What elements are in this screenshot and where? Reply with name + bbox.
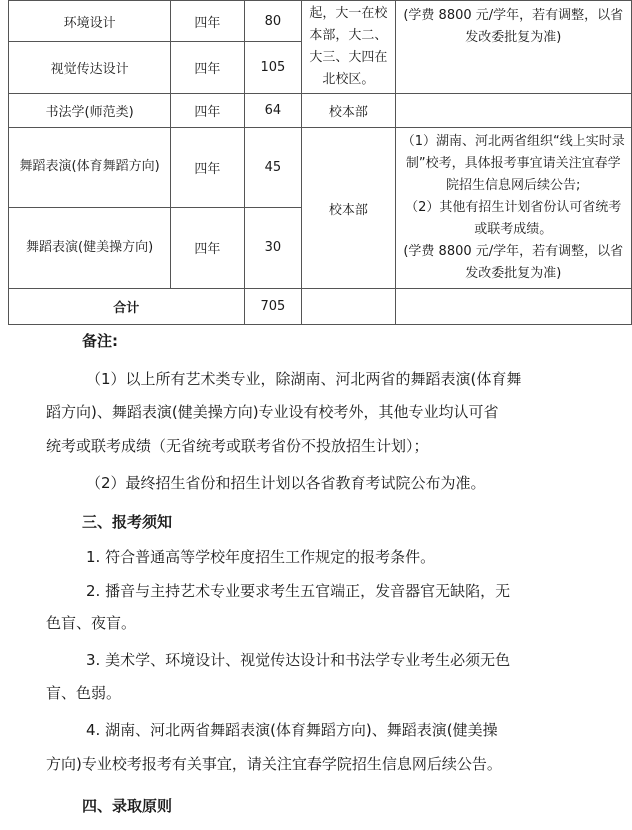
plan-count: 30 xyxy=(244,207,302,288)
section-3-item-2-line1: 2. 播音与主持艺术专业要求考生五官端正，发音器官无缺陷，无 xyxy=(86,582,511,600)
plan-count: 105 xyxy=(244,42,302,94)
total-value: 705 xyxy=(244,289,302,325)
campus-cell: 起，大一在校本部，大二、大三、大四在北校区。 xyxy=(302,1,395,94)
major-name: 视觉传达设计 xyxy=(9,42,171,94)
section-3-item-4-line1: 4. 湖南、河北两省舞蹈表演(体育舞蹈方向)、舞蹈表演(健美操 xyxy=(86,721,498,739)
dance-note-1: （1）湖南、河北两省组织“线上实时录制”校考，具体报考事宜请关注宜春学院招生信息网后续公告; xyxy=(401,134,625,193)
remarks-p1-line2: 蹈方向)、舞蹈表演(健美操方向)专业设有校考外，其他专业均认可省 xyxy=(46,403,499,421)
dance-note-2: （2）其他有招生计划省份认可省统考或联考成绩。 xyxy=(405,200,622,237)
duration: 四年 xyxy=(171,128,244,208)
campus-cell: 校本部 xyxy=(302,94,395,128)
dance-note-3: (学费 8800 元/学年，若有调整，以省发改委批复为准) xyxy=(403,244,624,281)
duration: 四年 xyxy=(171,1,244,42)
empty-cell xyxy=(395,289,632,325)
campus-cell: 校本部 xyxy=(302,128,395,289)
duration: 四年 xyxy=(171,207,244,288)
plan-count: 45 xyxy=(244,128,302,208)
tuition-note: (学费 8800 元/学年，若有调整，以省发改委批复为准) xyxy=(395,1,632,94)
major-name: 舞蹈表演(健美操方向) xyxy=(9,207,171,288)
table-row xyxy=(9,289,632,325)
section-3-item-3-line1: 3. 美术学、环境设计、视觉传达设计和书法学专业考生必须无色 xyxy=(86,651,511,669)
table-row xyxy=(9,1,632,42)
duration: 四年 xyxy=(171,42,244,94)
major-name: 环境设计 xyxy=(9,1,171,42)
empty-cell xyxy=(395,94,632,128)
plan-count: 80 xyxy=(244,1,302,42)
section-3-title: 三、报考须知 xyxy=(82,513,173,531)
plan-count: 64 xyxy=(244,94,302,128)
empty-cell xyxy=(302,289,395,325)
enrollment-table xyxy=(8,0,632,325)
remarks-title: 备注: xyxy=(82,332,118,350)
section-3-item-4-line2: 方向)专业校考报考有关事宜，请关注宜春学院招生信息网后续公告。 xyxy=(46,755,502,773)
section-3-item-3-line2: 盲、色弱。 xyxy=(46,684,122,702)
duration: 四年 xyxy=(171,94,244,128)
section-4-title: 四、录取原则 xyxy=(82,797,173,815)
table-row xyxy=(9,94,632,128)
remarks-p2: （2）最终招生省份和招生计划以各省教育考试院公布为准。 xyxy=(86,474,486,492)
total-label: 合计 xyxy=(9,289,245,325)
remarks-p1-line1: （1）以上所有艺术类专业，除湖南、河北两省的舞蹈表演(体育舞 xyxy=(86,370,522,388)
major-name: 舞蹈表演(体育舞蹈方向) xyxy=(9,128,171,208)
dance-note xyxy=(395,128,632,289)
table-row xyxy=(9,128,632,208)
section-3-item-2-line2: 色盲、夜盲。 xyxy=(46,614,137,632)
remarks-p1-line3: 统考或联考成绩（无省统考或联考省份不投放招生计划）； xyxy=(46,437,429,455)
major-name: 书法学(师范类) xyxy=(9,94,171,128)
section-3-item-1: 1. 符合普通高等学校年度招生工作规定的报考条件。 xyxy=(86,548,436,566)
